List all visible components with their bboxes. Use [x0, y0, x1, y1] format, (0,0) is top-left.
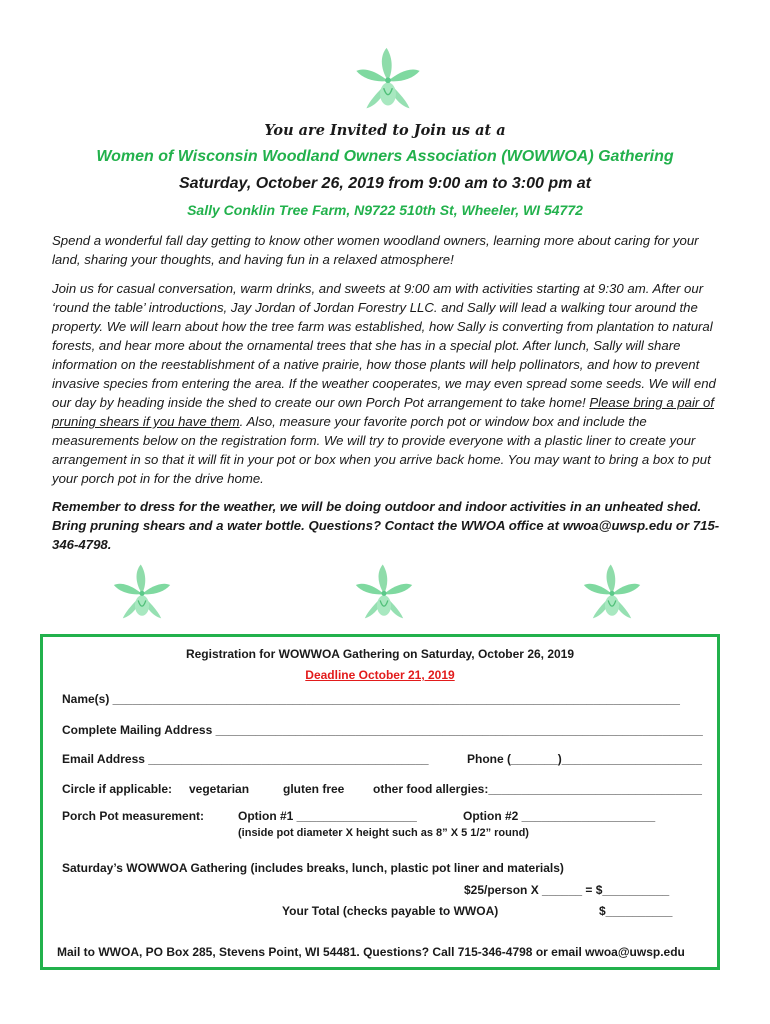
intro-paragraph: Spend a wonderful fall day getting to know other women woodland owners, learning more about caring for your land, sharing your thoughts, and having fun in a relaxed atmosphere!	[52, 233, 699, 267]
names-field[interactable]: Name(s) _____________________________________________________________________________________	[62, 692, 680, 706]
agenda-paragraph	[52, 279, 722, 488]
option-vegetarian[interactable]: vegetarian	[189, 782, 250, 796]
email-field[interactable]: Email Address __________________________________________	[62, 752, 429, 766]
orchid-flower-icon	[352, 560, 416, 628]
event-location: Sally Conklin Tree Farm, N9722 510th St, Wheeler, WI 54772	[187, 202, 583, 218]
gathering-description: Saturday’s WOWWOA Gathering (includes breaks, lunch, plastic pot liner and materials)	[62, 861, 564, 875]
event-title: Women of Wisconsin Woodland Owners Association (WOWWOA) Gathering	[96, 148, 674, 165]
pruning-shears-note: Please bring a pair of pruning shears if you have them	[52, 395, 714, 429]
event-date: Saturday, October 26, 2019 from 9:00 am to 3:00 pm at	[178, 175, 591, 192]
orchid-flower-icon	[580, 560, 644, 628]
total-label: Your Total (checks payable to WWOA)	[282, 904, 499, 918]
mailing-instructions: Mail to WWOA, PO Box 285, Stevens Point, WI 54481. Questions? Call 715-346-4798 or email wwoa@uwsp.edu	[57, 945, 685, 959]
porch-pot-label: Porch Pot measurement:	[62, 809, 205, 823]
registration-deadline: Deadline October 21, 2019	[305, 668, 455, 682]
reminder-paragraph: Remember to dress for the weather, we will be doing outdoor and indoor activities in an unheated shed. Bring pruning shears and a water bottle. Questions? Contact the WWOA office at wwoa@uwsp.edu or 715-346-4798.	[52, 499, 720, 552]
registration-form	[40, 634, 720, 970]
price-per-person-field[interactable]: $25/person X ______ = $__________	[464, 883, 670, 897]
option-other-allergies[interactable]: other food allergies:________________________________	[373, 782, 702, 796]
orchid-flower-icon	[352, 42, 424, 120]
agenda-text-a: Join us for casual conversation, warm drinks, and sweets at 9:00 am with activities starting at 9:30 am. After our ‘round the table’ introductions, Jay Jordan of Jordan Forestry LLC. and Sally will lead a walking tour around the property. We will learn about how the tree farm was established, how Sally is converting from plantation to natural forests, and hear more about the ornamental trees that she has in a special plot. After lunch, Sally will share information on the reestablishment of a native prairie, how those plants will help pollinators, and how to prevent invasive species from entering the area. If the weather cooperates, we may even spread some seeds. We will end our day by heading inside the shed to create our own Porch Pot arrangement to take home!	[52, 281, 716, 410]
option-gluten-free[interactable]: gluten free	[283, 782, 345, 796]
porch-option1-field[interactable]: Option #1 __________________	[238, 809, 417, 823]
mailing-address-field[interactable]: Complete Mailing Address _________________________________________________________________________	[62, 723, 703, 737]
phone-field[interactable]: Phone (_______)_____________________	[467, 752, 702, 766]
porch-pot-hint: (inside pot diameter X height such as 8” X 5 1/2” round)	[238, 827, 529, 839]
registration-title: Registration for WOWWOA Gathering on Saturday, October 26, 2019	[185, 647, 575, 661]
total-field[interactable]: $__________	[599, 904, 673, 918]
invite-line: You are Invited to Join us at a	[264, 122, 506, 139]
orchid-flower-icon	[110, 560, 174, 628]
circle-if-applicable-label: Circle if applicable:	[62, 782, 173, 796]
agenda-text-b: . Also, measure your favorite porch pot or window box and include the measurements below on the registration form. We will try to provide everyone with a plastic liner to create your arrangement in so that it will fit in your pot or box when you arrive back home. You may want to bring a box to put your porch pot in for the drive home.	[52, 414, 711, 486]
porch-option2-field[interactable]: Option #2 ____________________	[463, 809, 656, 823]
